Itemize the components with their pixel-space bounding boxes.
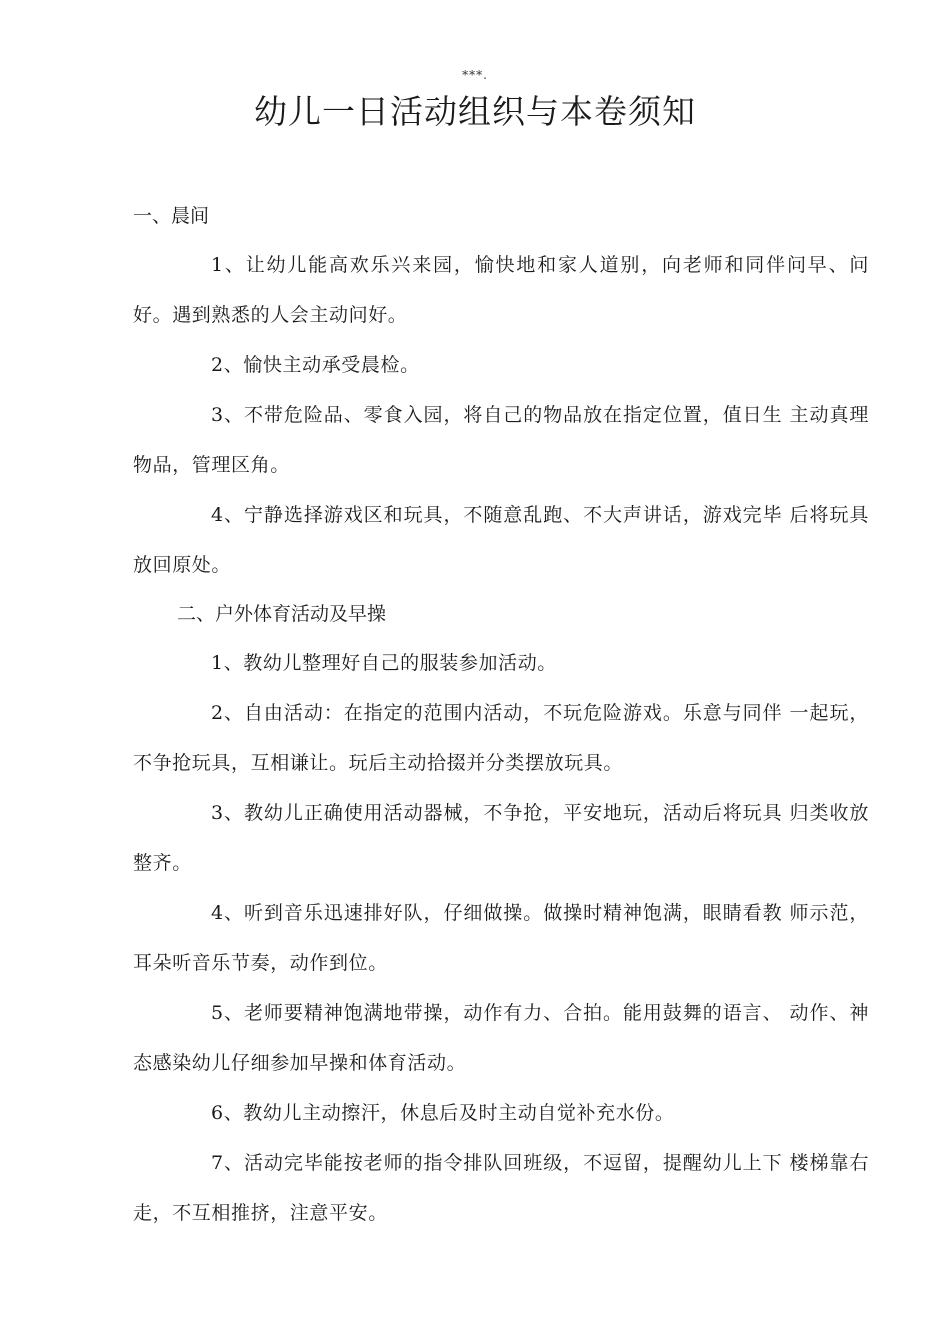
paragraph: 1、教幼儿整理好自己的服装参加活动。 xyxy=(211,652,557,674)
section-heading-morning: 一、晨间 xyxy=(133,205,210,227)
section-heading-outdoor: 二、户外体育活动及早操 xyxy=(177,603,387,625)
paragraph: 7、活动完毕能按老师的指令排队回班级，不逗留，提醒幼儿上下 楼梯靠右走，不互相推挤，注意平安。 xyxy=(133,1152,869,1224)
paragraph: 2、自由活动：在指定的范围内活动，不玩危险游戏。乐意与同伴 一起玩，不争抢玩具，互相谦让。玩后主动拾掇并分类摆放玩具。 xyxy=(133,702,869,774)
document-body xyxy=(133,192,869,1238)
paragraph: 3、教幼儿正确使用活动器械，不争抢，平安地玩，活动后将玩具 归类收放整齐。 xyxy=(133,802,869,874)
paragraph: 6、教幼儿主动擦汗，休息后及时主动自觉补充水份。 xyxy=(211,1102,675,1124)
paragraph: 4、宁静选择游戏区和玩具，不随意乱跑、不大声讲话，游戏完毕 后将玩具放回原处。 xyxy=(133,504,869,576)
document-title: 幼儿一日活动组织与本卷须知 xyxy=(254,92,696,131)
paragraph: 5、老师要精神饱满地带操，动作有力、合拍。能用鼓舞的语言、 动作、神态感染幼儿仔细参加早操和体育活动。 xyxy=(133,1002,869,1074)
paragraph: 4、听到音乐迅速排好队，仔细做操。做操时精神饱满，眼睛看教 师示范，耳朵听音乐节奏，动作到位。 xyxy=(133,902,869,974)
paragraph: 1、让幼儿能高欢乐兴来园，愉快地和家人道别，向老师和同伴问早、问好。遇到熟悉的人会主动问好。 xyxy=(133,254,869,326)
header-mark: ***. xyxy=(462,68,488,82)
paragraph: 3、不带危险品、零食入园，将自己的物品放在指定位置，值日生 主动真理物品，管理区角。 xyxy=(133,404,869,476)
paragraph: 2、愉快主动承受晨检。 xyxy=(211,354,420,376)
